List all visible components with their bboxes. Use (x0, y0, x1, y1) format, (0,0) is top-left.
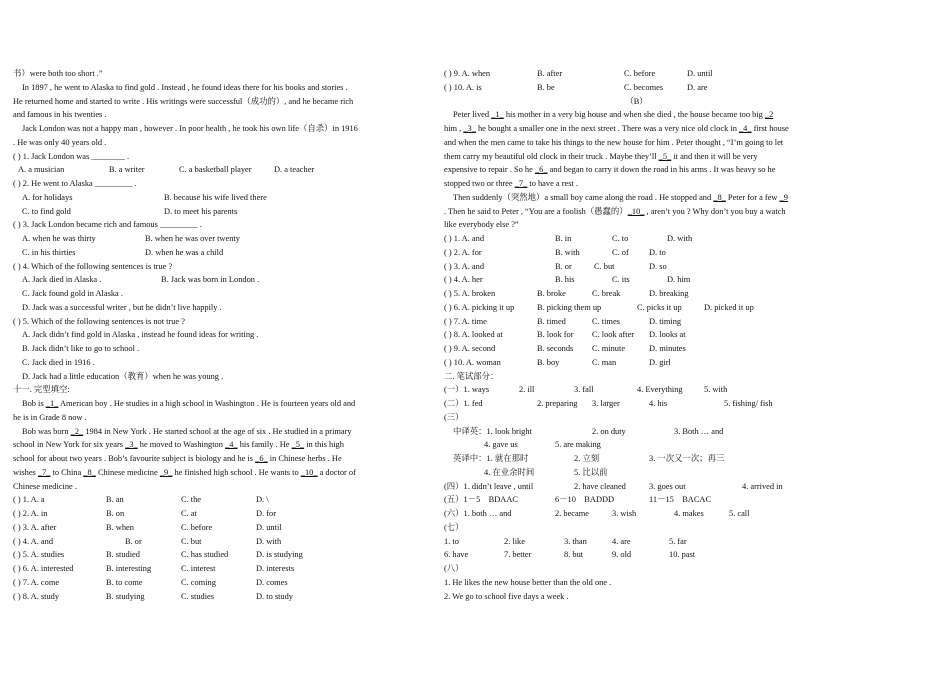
cloze-question (444, 342, 829, 356)
cloze-line (13, 466, 395, 480)
text: American boy . He studies in a high school in Washington . He is fourteen years old and (58, 399, 356, 408)
option-d: D. Jack was a successful writer , but he didn’t live happily . (22, 302, 222, 312)
answer: 11－15 BACAC (649, 495, 712, 505)
answer: 3. than (564, 536, 587, 546)
option-d: D. him (667, 275, 691, 285)
answer: 英译中：1. 就在那时 (453, 454, 529, 463)
option-b: B. look for (537, 330, 574, 340)
question-4-options-row-1 (13, 273, 395, 287)
answer: 6. have (444, 550, 469, 560)
option-d: D. so (649, 261, 667, 271)
answer-sentence: 2. We go to school five days a week . (444, 591, 569, 601)
cloze-question (13, 507, 395, 521)
text: he moved to Washington (137, 440, 226, 450)
question-2: ( ) 2. He went to Alaska _________ . (13, 179, 137, 188)
cloze-line: Chinese medicine . (13, 481, 77, 491)
answer-heading-7: (七） (444, 522, 464, 532)
answer: 9. old (612, 550, 632, 560)
answer: 2. on duty (592, 426, 626, 436)
text: Then suddenly（突然地）a small boy came along the road . He stopped and (453, 192, 714, 202)
option-c: C. Jack died in 1916 . (22, 357, 95, 367)
answer-row-3c (444, 452, 829, 466)
blank-5: _5_ (658, 151, 672, 161)
text: him , (444, 124, 464, 133)
passage-line: He returned home and started to write . His writings were successful（成功的）, and he became rich (13, 96, 354, 106)
text: Chinese medicine (95, 467, 160, 477)
cloze-question (444, 287, 829, 301)
option-c: C. Jack found gold in Alaska . (22, 289, 123, 298)
blank-1: _1_ (45, 399, 59, 408)
cloze-questions (13, 493, 395, 603)
option-b: B. when (106, 522, 134, 532)
option-d: D. \ (256, 495, 269, 505)
option-c: C. picks it up (637, 302, 682, 312)
answer: (四）1. didn’t leave , until (444, 481, 534, 491)
answer: 4. his (649, 399, 668, 408)
question-4: ( ) 4. Which of the following sentences is true ? (13, 261, 173, 271)
question-stem: ( ) 9. A. second (444, 344, 496, 353)
cloze-question (13, 576, 395, 590)
option-c: C. of (612, 247, 629, 257)
answer: 1. to (444, 536, 459, 546)
question-stem: ( ) 4. A. and (13, 536, 54, 546)
text: them carry my beautiful old clock in their truck . Maybe they’ll (444, 151, 659, 161)
option-c: C. minute (592, 344, 626, 353)
option-c: C. before (181, 522, 213, 532)
text: 1984 in New York . He started school at the age of six . He studied in a primary (83, 426, 352, 436)
answer: 8. but (564, 550, 584, 560)
question-3: ( ) 3. Jack London became rich and famous _________ . (13, 220, 202, 230)
option-d: D. with (667, 234, 693, 243)
text: expensive to repair . So he (444, 165, 535, 175)
option-c: C. in his thirties (22, 247, 76, 257)
option-b: B. to come (106, 577, 143, 587)
answer-row-2 (444, 397, 829, 411)
cloze-line: and when the men came to take his things to the new house for him . Peter thought , “I’m going to let (444, 137, 784, 147)
answer-row-1 (444, 383, 829, 397)
blank-7: _7_ (514, 179, 528, 188)
question-stem: ( ) 2. A. in (13, 509, 48, 518)
answer-row-4 (444, 480, 829, 494)
blank-2: _2_ (70, 426, 84, 436)
answer: 5. are making (555, 440, 601, 450)
text: he finished high school . He wants to (172, 467, 301, 477)
question-3-options-row-2 (13, 246, 395, 260)
option-d: D. Jack had a little education（教育）when he was young . (22, 371, 224, 381)
cloze-line (444, 177, 829, 191)
answer: 3. Both … and (674, 426, 724, 436)
blank-1: _1_ (491, 110, 504, 120)
option-d: D. a teacher (274, 165, 315, 175)
text: school in New York for six years (13, 440, 126, 450)
answer: 4. are (612, 536, 631, 546)
option-d: D. until (256, 522, 282, 532)
question-stem: ( ) 8. A. looked at (444, 330, 503, 340)
question-stem: ( ) 2. A. for (444, 247, 482, 257)
option-d: D. comes (256, 577, 288, 587)
option-c: C. has studied (181, 550, 229, 560)
cloze-question (13, 590, 395, 604)
cloze-line (444, 191, 829, 205)
answer: 5. far (669, 536, 687, 546)
blank-4: _4_ (225, 440, 238, 450)
blank-6: _6_ (255, 454, 268, 463)
answer: 2. preparing (537, 399, 578, 408)
text: his mother in a very big house and when she died , the house became too big (503, 110, 765, 120)
answer: 2. 立刻 (574, 454, 600, 463)
text: school for about two years . Bob’s favourite subject is biology and he is (13, 454, 256, 463)
blank-10: _10_ (300, 467, 318, 477)
answer-heading-8: (八） (444, 564, 464, 573)
cloze-line (444, 108, 829, 122)
cloze-question (444, 232, 829, 246)
question-stem: ( ) 10. A. is (444, 82, 482, 92)
question-stem: ( ) 10. A. woman (444, 357, 501, 367)
option-a: A. when he was thirty (22, 234, 96, 243)
cloze-question (444, 81, 829, 95)
option-b: B. or (555, 261, 572, 271)
option-b: B. with (555, 247, 580, 257)
text: Bob was born (22, 426, 71, 436)
answer: 4. gave us (484, 440, 518, 450)
option-c: C. break (592, 289, 621, 298)
question-3-options-row-1 (13, 232, 395, 246)
text: and began to carry it down the road in his arms . It was heavy so he (547, 165, 776, 175)
text: it and then it will be very (671, 151, 758, 161)
text: Peter for a few (725, 192, 780, 202)
answer: 5. fishing/ fish (724, 399, 773, 408)
answer: 3. wish (612, 509, 637, 518)
option-b: B. or (125, 536, 142, 546)
question-stem: ( ) 5. A. broken (444, 289, 496, 298)
answer: 7. better (504, 550, 532, 560)
option-d: D. when he was a child (145, 247, 224, 257)
option-b: B. because his wife lived there (164, 192, 267, 202)
question-stem: ( ) 3. A. after (13, 522, 57, 532)
blank-3: _3_ (125, 440, 138, 450)
cloze-line (444, 205, 829, 219)
option-c: C. studies (181, 591, 215, 601)
answer-row-3a (444, 425, 829, 439)
question-stem: ( ) 7. A. time (444, 316, 487, 326)
question-2-options-row-1 (13, 191, 395, 205)
option-b: B. after (537, 69, 563, 78)
answer: (二）1. fed (444, 399, 483, 408)
option-d: D. breaking (649, 289, 689, 298)
option-d: D. to meet his parents (164, 206, 238, 216)
cloze-line (13, 452, 395, 466)
text: in this high (304, 440, 344, 450)
option-c: C. coming (181, 577, 216, 587)
cloze-question (444, 246, 829, 260)
answer-row-3b (444, 438, 829, 452)
cloze-question (13, 548, 395, 562)
option-b: B. his (555, 275, 575, 285)
answer: 2. became (555, 509, 589, 518)
option-a: A. a musician (18, 165, 65, 175)
answer: 3. goes out (649, 481, 686, 491)
option-b: B. studied (106, 550, 140, 560)
option-d: D. with (256, 536, 282, 546)
question-stem: ( ) 1. A. a (13, 495, 45, 505)
right-column (444, 67, 829, 603)
option-b: B. in (555, 234, 572, 243)
option-b: B. on (106, 509, 125, 518)
option-b: B. timed (537, 316, 566, 326)
answer: (六）1. both … and (444, 509, 512, 518)
question-stem: ( ) 3. A. and (444, 261, 485, 271)
cloze-b-questions (444, 232, 829, 370)
text: to have a rest . (527, 179, 578, 188)
text: . Then he said to Peter , “You are a foolish（愚蠢的） (444, 206, 628, 216)
answer: 4. 在业余时间 (484, 467, 535, 477)
option-d: D. timing (649, 316, 682, 326)
option-c: C. before (624, 69, 656, 78)
section-heading-cloze: 十一. 完型填空: (13, 385, 70, 395)
answer: 2. ill (519, 385, 535, 395)
option-c: C. interest (181, 564, 216, 573)
text: first house (751, 124, 789, 133)
option-c: C. man (592, 357, 617, 367)
option-d: D. girl (649, 357, 671, 367)
question-stem: ( ) 7. A. come (13, 577, 60, 587)
question-1-options (13, 163, 395, 177)
text: wishes (13, 467, 38, 477)
cloze-question (13, 562, 395, 576)
text: in Chinese herbs . He (267, 454, 342, 463)
option-c: C. the (181, 495, 202, 505)
answer: 中译英：1. look bright (453, 426, 532, 436)
blank-8: _8_ (713, 192, 726, 202)
section-heading-b: （B） (625, 96, 648, 106)
answer: 5. call (729, 509, 750, 518)
answer: 4. arrived in (742, 481, 783, 491)
option-a: A. Jack died in Alaska . (22, 275, 102, 285)
answer: (五）1－5 BDAAC (444, 495, 518, 505)
answer: 2. like (504, 536, 525, 546)
answer-heading-3: (三） (444, 412, 464, 422)
option-d: D. picked it up (704, 302, 754, 312)
question-5: ( ) 5. Which of the following sentences is not true ? (13, 316, 185, 326)
blank-9: _9_ (159, 467, 173, 477)
question-2-options-row-2 (13, 205, 395, 219)
answer: 4. Everything (637, 385, 683, 395)
text: stopped two or three (444, 179, 515, 188)
cloze-question (444, 328, 829, 342)
option-c: C. to (612, 234, 629, 243)
cloze-question (444, 356, 829, 370)
option-b: B. when he was over twenty (145, 234, 240, 243)
option-b: B. broke (537, 289, 566, 298)
option-a: A. for holidays (22, 192, 73, 202)
answer: 4. makes (674, 509, 704, 518)
option-d: D. are (687, 82, 708, 92)
blank-3: _3_ (463, 124, 476, 133)
text: , aren’t you ? Why don’t you buy a watch (644, 206, 786, 216)
cloze-question (444, 315, 829, 329)
option-b: B. boy (537, 357, 560, 367)
answer-sentence: 1. He likes the new house better than the old one . (444, 577, 612, 587)
question-stem: ( ) 6. A. picking it up (444, 302, 515, 312)
option-d: D. to study (256, 591, 293, 601)
option-b: B. interesting (106, 564, 152, 573)
passage-line: . He was only 40 years old . (13, 137, 107, 147)
option-b: B. an (106, 495, 124, 505)
option-b: B. picking them up (537, 302, 602, 312)
option-a: A. Jack didn’t find gold in Alaska , instead he found ideas for writing . (22, 330, 259, 340)
text: Peter lived (453, 110, 492, 120)
cloze-line: he is in Grade 8 now . (13, 412, 87, 422)
option-b: B. Jack didn’t like to go to school . (22, 344, 140, 353)
option-b: B. Jack was born in London . (161, 275, 260, 285)
cloze-line (444, 150, 829, 164)
option-b: B. be (537, 82, 555, 92)
blank-10: _10_ (627, 206, 645, 216)
cloze-line: like everybody else ?” (444, 220, 519, 230)
question-stem: ( ) 6. A. interested (13, 564, 74, 573)
answer: 2. have cleaned (574, 481, 626, 491)
cloze-line (444, 122, 829, 136)
blank-4: _4_ (738, 124, 752, 133)
section-heading-written: 二. 笔试部分： (444, 371, 499, 381)
answer-row-7a (444, 535, 829, 549)
answer: 10. past (669, 550, 696, 560)
answer: (一）1. ways (444, 385, 490, 395)
cloze-question (444, 273, 829, 287)
text: his family . He (237, 440, 292, 450)
passage-line: In 1897 , he went to Alaska to find gold . Instead , he found ideas there for his books and stories . (22, 82, 348, 92)
blank-9: _9 (779, 192, 788, 202)
answer: 5. 比以前 (574, 467, 608, 477)
text: he bought a smaller one in the next street . There was a very nice old clock in (475, 124, 739, 133)
question-stem: ( ) 1. A. and (444, 234, 485, 243)
question-1: ( ) 1. Jack London was ________ . (13, 151, 130, 161)
option-d: D. for (256, 509, 277, 518)
blank-8: _8_ (83, 467, 96, 477)
answer: 5. with (704, 385, 728, 395)
option-c: C. at (181, 509, 197, 518)
option-d: D. minutes (649, 344, 686, 353)
cloze-line (13, 438, 395, 452)
blank-5: _5_ (291, 440, 305, 450)
text: a doctor of (317, 467, 356, 477)
option-d: D. is studying (256, 550, 303, 560)
cloze-question (13, 493, 395, 507)
question-stem: ( ) 9. A. when (444, 69, 491, 78)
option-c: C. times (592, 316, 620, 326)
cloze-line (13, 425, 395, 439)
passage-line: and famous in his twenties . (13, 110, 107, 120)
question-stem: ( ) 5. A. studies (13, 550, 65, 560)
option-b: B. studying (106, 591, 145, 601)
option-c: C. a basketball player (179, 165, 252, 175)
left-column (13, 67, 395, 603)
text: to China (50, 467, 84, 477)
answer-row-6 (444, 507, 829, 521)
option-d: D. until (687, 69, 713, 78)
blank-6: _6_ (534, 165, 548, 175)
answer-row-3d (444, 466, 829, 480)
option-d: D. to (649, 247, 666, 257)
cloze-question (13, 535, 395, 549)
option-c: C. but (181, 536, 202, 546)
option-c: C. to find gold (22, 206, 71, 216)
passage-line: Jack London was not a happy man , however . In poor health , he took his own life（自杀）in 1916 (22, 124, 358, 133)
cloze-line (444, 163, 829, 177)
cloze-question (13, 521, 395, 535)
cloze-question (444, 67, 829, 81)
answer: 3. larger (592, 399, 620, 408)
option-c: C. its (612, 275, 630, 285)
option-d: D. looks at (649, 330, 686, 340)
cloze-question (444, 301, 829, 315)
answer-row-5 (444, 493, 829, 507)
option-b: B. seconds (537, 344, 574, 353)
answer: 3. 一次又一次；再三 (649, 454, 725, 463)
answer: 6－10 BADDD (555, 495, 615, 505)
answer-row-7b (444, 548, 829, 562)
question-stem: ( ) 8. A. study (13, 591, 60, 601)
text: Bob is (22, 399, 46, 408)
option-b: B. a writer (109, 165, 145, 175)
cloze-line (13, 397, 395, 411)
option-c: C. look after (592, 330, 635, 340)
question-stem: ( ) 4. A. her (444, 275, 483, 285)
option-d: D. interests (256, 564, 295, 573)
blank-7: _7_ (37, 467, 51, 477)
passage-fragment: 书）were both too short .” (13, 69, 103, 78)
blank-2: _2 (764, 110, 774, 120)
cloze-question (444, 260, 829, 274)
answer: 3. fall (574, 385, 594, 395)
option-c: C. becomes (624, 82, 664, 92)
option-c: C. but (594, 261, 615, 271)
